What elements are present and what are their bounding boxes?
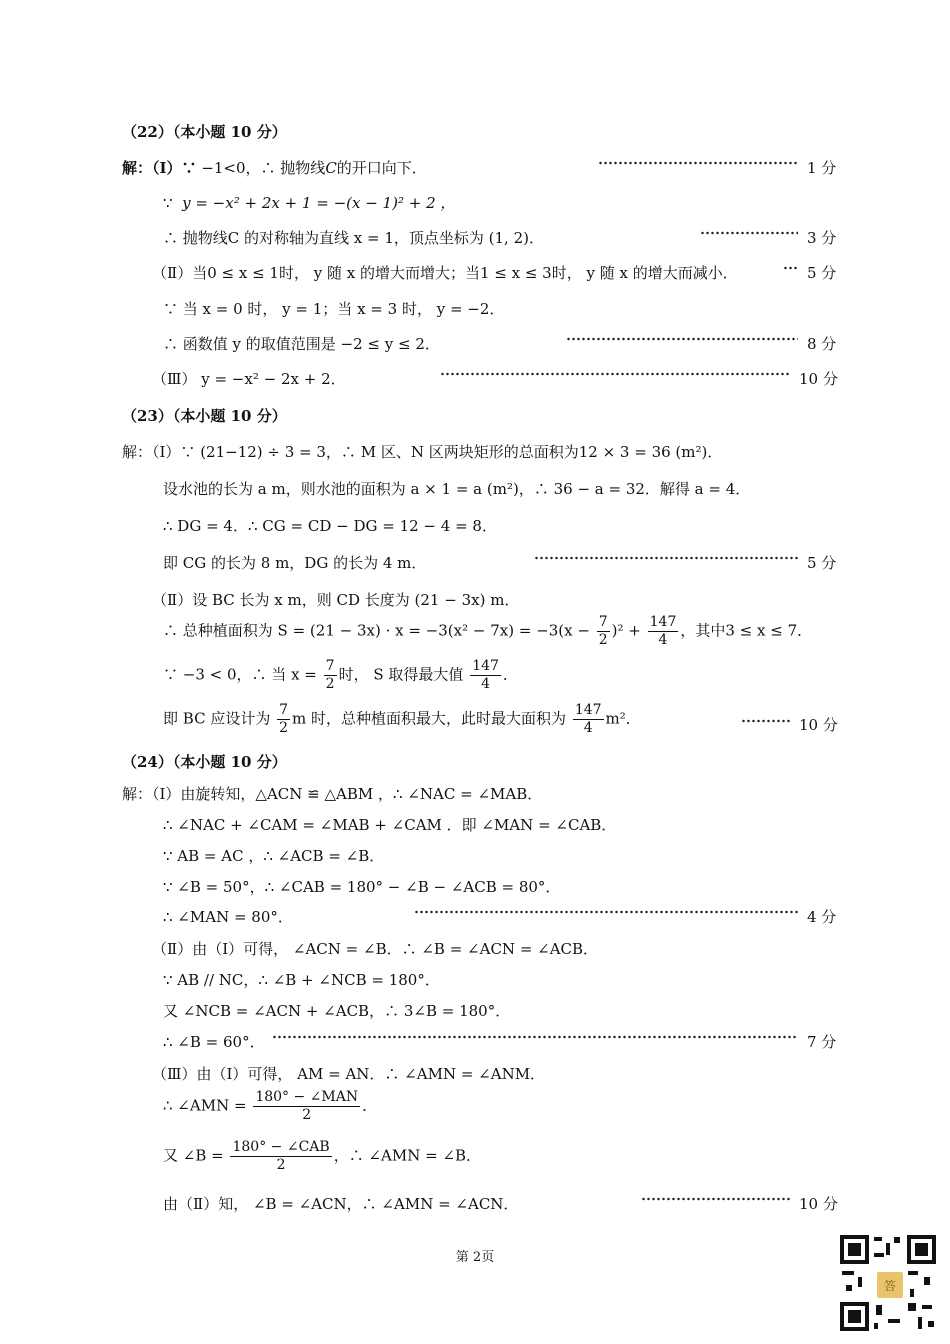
dot-leader xyxy=(566,337,798,341)
q22-line-5: ∵ 当 x = 0 时， y = 1；当 x = 3 时， y = −2． xyxy=(163,300,505,318)
q24-line-3: ∵ AB = AC ，∴ ∠ACB = ∠B． xyxy=(163,847,385,865)
score: 7 分 xyxy=(807,1033,837,1051)
qr-module xyxy=(924,1277,930,1285)
qr-finder xyxy=(840,1302,869,1331)
dot-leader xyxy=(414,910,798,914)
score: 1 分 xyxy=(807,159,837,177)
score: 10 分 xyxy=(799,370,838,388)
score: 8 分 xyxy=(807,335,837,353)
q24-line-5: ∴ ∠MAN = 80°． 4 分 xyxy=(0,902,950,930)
q24-header: （24）（本小题 10 分） xyxy=(122,753,287,771)
q24-line-13: 由（Ⅱ）知， ∠B = ∠ACN，∴ ∠AMN = ∠ACN． 10 分 xyxy=(163,1195,838,1213)
score: 5 分 xyxy=(807,264,837,282)
q22-line-6: ∴ 函数值 y 的取值范围是 −2 ≤ y ≤ 2． 8 分 xyxy=(0,329,950,357)
score: 4 分 xyxy=(807,908,837,926)
qr-module xyxy=(876,1305,882,1315)
q24-line-1: 解：（Ⅰ）由旋转知，△ACN ≌ △ABM ，∴ ∠NAC = ∠MAB． xyxy=(122,785,543,803)
qr-module xyxy=(908,1303,916,1311)
qr-module xyxy=(874,1323,878,1329)
qr-logo-icon: 答 xyxy=(875,1270,905,1300)
qr-module xyxy=(922,1305,932,1309)
q24-line-4: ∵ ∠B = 50°，∴ ∠CAB = 180° − ∠B − ∠ACB = 80°． xyxy=(163,878,561,896)
qr-module xyxy=(846,1285,852,1291)
dot-leader xyxy=(272,1035,798,1039)
q23-line-7: ∵ −3 < 0，∴ 当 x = $\frac{7}{2}$ 时， S 取得最大值 $\frac{147}{4}$ ． xyxy=(163,658,518,692)
q23-header-line xyxy=(0,401,950,429)
score: 10 分 xyxy=(799,1195,838,1213)
q22-header: （22）（本小题 10 分） xyxy=(122,123,287,141)
dot-leader xyxy=(598,161,798,165)
qr-module xyxy=(842,1271,854,1275)
page-number: 第 2页 xyxy=(455,1250,495,1265)
q22-line-1: 解：（Ⅰ）∵ −1<0，∴ 抛物线C的开口向下． 1 分 xyxy=(0,153,950,181)
q24-line-6: （Ⅱ）由（Ⅰ）可得， ∠ACN = ∠B．∴ ∠B = ∠ACN = ∠ACB． xyxy=(152,940,599,958)
q22-line-3: ∴ 抛物线C 的对称轴为直线 x = 1，顶点坐标为 (1, 2)． 3 分 xyxy=(0,223,950,251)
qr-module xyxy=(894,1237,900,1243)
q23-line-5: （Ⅱ）设 BC 长为 x m，则 CD 长度为 (21 − 3x) m． xyxy=(152,591,520,609)
qr-finder xyxy=(840,1235,869,1264)
q22-line-7: （Ⅲ） y = −x² − 2x + 2． 10 分 xyxy=(152,370,838,388)
q24-line-12: 又 ∠B = $\frac{\text{180° − ∠CAB}}{2}$ ，∴ ∠AMN = ∠B． xyxy=(163,1139,482,1173)
score: 5 分 xyxy=(807,554,837,572)
fraction: $\frac{\text{180° − ∠MAN}}{2}$ xyxy=(255,1089,359,1123)
q23-line-4: 即 CG 的长为 8 m，DG 的长为 4 m． 5 分 xyxy=(0,548,950,576)
q24-line-10: （Ⅲ）由（Ⅰ）可得， AM = AN．∴ ∠AMN = ∠ANM． xyxy=(152,1065,546,1083)
qr-code xyxy=(838,1233,938,1333)
q23-line-3: ∴ DG = 4．∴ CG = CD − DG = 12 − 4 = 8． xyxy=(163,517,497,535)
fraction: $\frac{7}{2}$ xyxy=(598,614,608,648)
qr-module xyxy=(858,1277,862,1287)
score: 3 分 xyxy=(807,229,837,247)
dot-leader xyxy=(641,1197,791,1201)
dot-leader xyxy=(741,719,791,723)
q23-line-6: ∴ 总种植面积为 S = (21 − 3x) · x = −3(x² − 7x) = −3(x − $\frac{7}{2}$ )² + $\frac{147}{4}$ ，其中3 ≤ x ≤ 7． xyxy=(163,614,813,648)
qr-module xyxy=(874,1253,884,1257)
dot-leader xyxy=(534,556,798,560)
qr-module xyxy=(918,1317,922,1329)
qr-module xyxy=(886,1243,890,1255)
q23-line-1: 解：（Ⅰ）∵ (21−12) ÷ 3 = 3，∴ M 区、N 区两块矩形的总面积为12 × 3 = 36 (m²)． xyxy=(122,443,723,461)
dot-leader xyxy=(700,231,798,235)
fraction: $\frac{147}{4}$ xyxy=(472,658,499,692)
q23-line-2: 设水池的长为 a m，则水池的面积为 a × 1 = a (m²)，∴ 36 − a = 32．解得 a = 4． xyxy=(163,480,751,498)
q23-header: （23）（本小题 10 分） xyxy=(122,407,287,425)
q24-line-2: ∴ ∠NAC + ∠CAM = ∠MAB + ∠CAM ．即 ∠MAN = ∠CAB． xyxy=(163,816,617,834)
q24-line-9: ∴ ∠B = 60°． 7 分 xyxy=(0,1027,950,1055)
q24-line-11: ∴ ∠AMN = $\frac{\text{180° − ∠MAN}}{2}$ ． xyxy=(163,1089,378,1123)
fraction: $\frac{7}{2}$ xyxy=(325,658,335,692)
dot-leader xyxy=(783,266,799,270)
qr-module xyxy=(910,1289,914,1297)
q23-line-8: 即 BC 应设计为 $\frac{7}{2}$ m 时，总种植面积最大，此时最大面积为 $\frac{147}{4}$ m²． 10 分 xyxy=(163,702,838,736)
qr-module xyxy=(888,1319,900,1323)
fraction: $\frac{147}{4}$ xyxy=(574,702,602,736)
dot-leader xyxy=(440,372,790,376)
q22-line-4: （Ⅱ）当0 ≤ x ≤ 1时， y 随 x 的增大而增大；当1 ≤ x ≤ 3时， y 随 x 的增大而减小． 5 分 xyxy=(0,258,950,286)
qr-module xyxy=(874,1237,882,1241)
answer-label: 解：（Ⅰ）∵ xyxy=(122,159,197,177)
fraction: $\frac{\text{180° − ∠CAB}}{2}$ xyxy=(232,1139,330,1173)
q24-header-line xyxy=(0,747,950,775)
fraction: $\frac{147}{4}$ xyxy=(649,614,677,648)
q22-header-line xyxy=(0,117,950,145)
qr-finder xyxy=(907,1235,936,1264)
fraction: $\frac{7}{2}$ xyxy=(279,702,289,736)
q24-line-8: 又 ∠NCB = ∠ACN + ∠ACB，∴ 3∠B = 180°． xyxy=(163,1002,511,1020)
qr-module xyxy=(908,1271,918,1275)
qr-module xyxy=(928,1321,934,1327)
score: 10 分 xyxy=(799,716,838,734)
q22-line-2: ∵ y = −x² + 2x + 1 = −(x − 1)² + 2 ， xyxy=(163,194,456,212)
q24-line-7: ∵ AB // NC，∴ ∠B + ∠NCB = 180°． xyxy=(163,971,440,989)
